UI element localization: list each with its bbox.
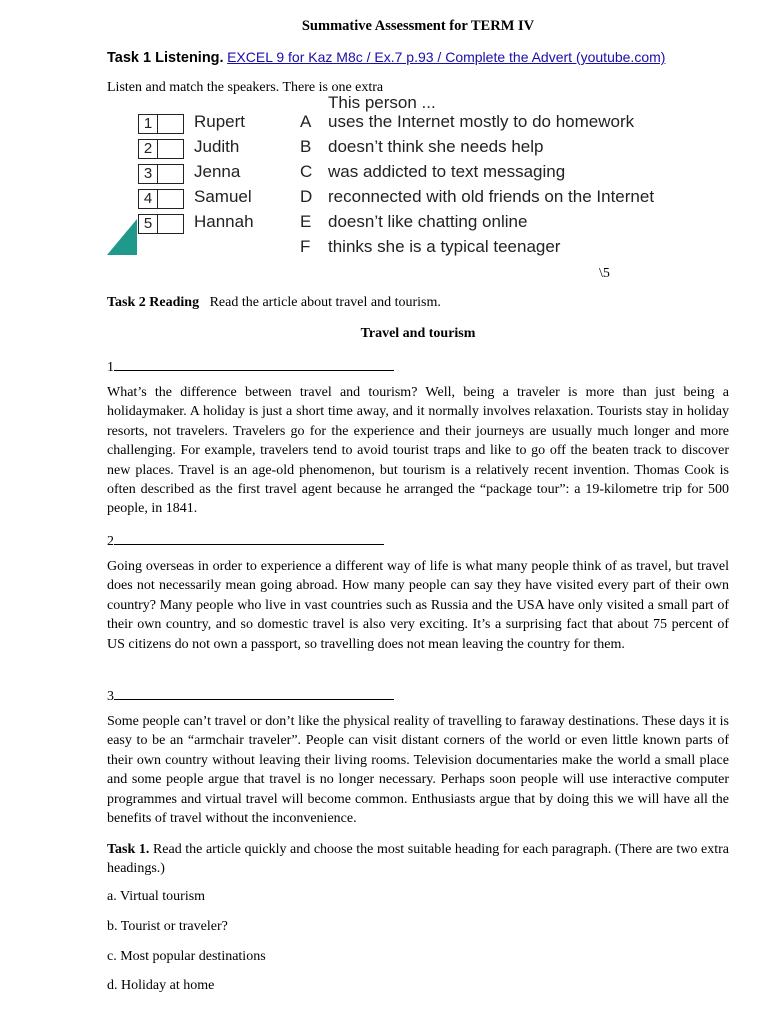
matching-row — [107, 185, 667, 209]
task2-instruction: Read the article about travel and tourism. — [209, 295, 441, 310]
heading-option-b: b. Tourist or traveler? — [107, 919, 228, 934]
heading-answer-line[interactable] — [114, 356, 394, 371]
article-paragraph-3: Some people can’t travel or don’t like the physical reality of travelling to faraway destinations. These days it is easy to be an “armchair traveler”. People can visit distant corners of the world or even little known parts of their own country without leaving their living rooms. Television documentaries make the world a small place and some people argue that travel is no longer necessary. Perhaps soon people will use interactive computer programmes and virtual travel will become common. Enthusiasts argue that by doing this we will have all the benefits of travel without the inconvenience. — [107, 714, 729, 827]
reading-question — [107, 840, 729, 879]
score-mark: \5 — [599, 266, 610, 281]
answer-boxes — [138, 164, 184, 184]
option-description: doesn’t think she needs help — [328, 137, 544, 156]
blank-number: 2 — [107, 534, 114, 549]
answer-box[interactable] — [158, 165, 183, 183]
blank-number: 3 — [107, 689, 114, 704]
speaker-name: Rupert — [194, 112, 246, 131]
speaker-name: Judith — [194, 137, 240, 156]
blank-number: 1 — [107, 360, 114, 375]
matching-row — [107, 210, 667, 234]
page-title: Summative Assessment for TERM IV — [301, 18, 535, 34]
speaker-number: 5 — [139, 215, 158, 233]
answer-box[interactable] — [158, 115, 183, 133]
matching-row — [107, 135, 667, 159]
matching-row — [107, 235, 667, 256]
matching-row — [107, 110, 667, 134]
article-paragraph-2: Going overseas in order to experience a different way of life is what many people think of as travel, but travel does not necessarily mean going abroad. How many people can say they have visited every part of their own country? Many people who live in vast countries such as Russia and the USA have only visited a small part of their own country, and so domestic travel is also very exciting. It’s a surprising fact that about 75 percent of US citizens do not own a passport, so travelling does not mean leaving the country for them. — [107, 559, 729, 652]
answer-boxes — [138, 189, 184, 209]
article-paragraph-1: What’s the difference between travel and tourism? Well, being a traveler is more than just being a holidaymaker. A holiday is just a short time away, and it normally involves relaxation. Tourists stay in holiday resorts, not travelers. Travelers go for the experience and their journeys are usually much longer and more challenging. For example, travelers tend to avoid tourist traps and like to go off the beaten track to discover new places. Travel is an age-old phenomenon, but tourism is a relatively recent invention. Thomas Cook is often described as the first travel agent because he arranged the “package tour”: a 19-kilometre trip for 500 people, in 1841. — [107, 385, 729, 517]
question-label: Task 1. — [107, 842, 150, 857]
option-letter: E — [300, 212, 312, 231]
speaker-name: Hannah — [194, 212, 254, 231]
answer-box[interactable] — [158, 140, 183, 158]
task1-heading — [107, 49, 665, 67]
answer-boxes — [138, 139, 184, 159]
task2-heading — [107, 295, 441, 311]
option-letter: A — [300, 112, 312, 131]
option-description: doesn’t like chatting online — [328, 212, 528, 231]
speaker-name: Samuel — [194, 187, 252, 206]
listening-link[interactable]: EXCEL 9 for Kaz M8c / Ex.7 p.93 / Complete the Advert (youtube.com) — [227, 49, 666, 65]
listening-instruction: Listen and match the speakers. There is one extra — [107, 80, 384, 95]
heading-blank-2 — [107, 530, 384, 550]
speaker-number: 1 — [139, 115, 158, 133]
heading-blank-1 — [107, 356, 394, 376]
option-description: uses the Internet mostly to do homework — [328, 112, 635, 131]
option-description: thinks she is a typical teenager — [328, 237, 561, 256]
task1-label: Task 1 Listening. — [107, 50, 224, 66]
option-letter: C — [300, 162, 313, 181]
speaker-number: 4 — [139, 190, 158, 208]
answer-boxes — [138, 214, 184, 234]
article-title: Travel and tourism — [360, 326, 476, 341]
answer-boxes — [138, 114, 184, 134]
matching-row — [107, 160, 667, 184]
option-letter: D — [300, 187, 313, 206]
option-letter: F — [300, 237, 311, 256]
speaker-number: 3 — [139, 165, 158, 183]
speaker-number: 2 — [139, 140, 158, 158]
heading-answer-line[interactable] — [114, 530, 384, 545]
this-person-header: This person ... — [328, 93, 436, 112]
listening-matching-image — [107, 92, 667, 256]
option-letter: B — [300, 137, 312, 156]
task2-label: Task 2 Reading — [107, 295, 200, 310]
heading-option-c: c. Most popular destinations — [107, 949, 266, 964]
heading-option-d: d. Holiday at home — [107, 978, 215, 993]
heading-answer-line[interactable] — [114, 685, 394, 700]
question-text: Read the article quickly and choose the most suitable heading for each paragraph. (There are two extra headings.) — [107, 842, 729, 877]
answer-box[interactable] — [158, 215, 183, 233]
speaker-name: Jenna — [194, 162, 241, 181]
corner-triangle-icon — [107, 219, 137, 255]
heading-option-a: a. Virtual tourism — [107, 889, 206, 904]
answer-box[interactable] — [158, 190, 183, 208]
option-description: reconnected with old friends on the Internet — [328, 187, 655, 206]
option-description: was addicted to text messaging — [328, 162, 566, 181]
heading-blank-3 — [107, 685, 394, 705]
